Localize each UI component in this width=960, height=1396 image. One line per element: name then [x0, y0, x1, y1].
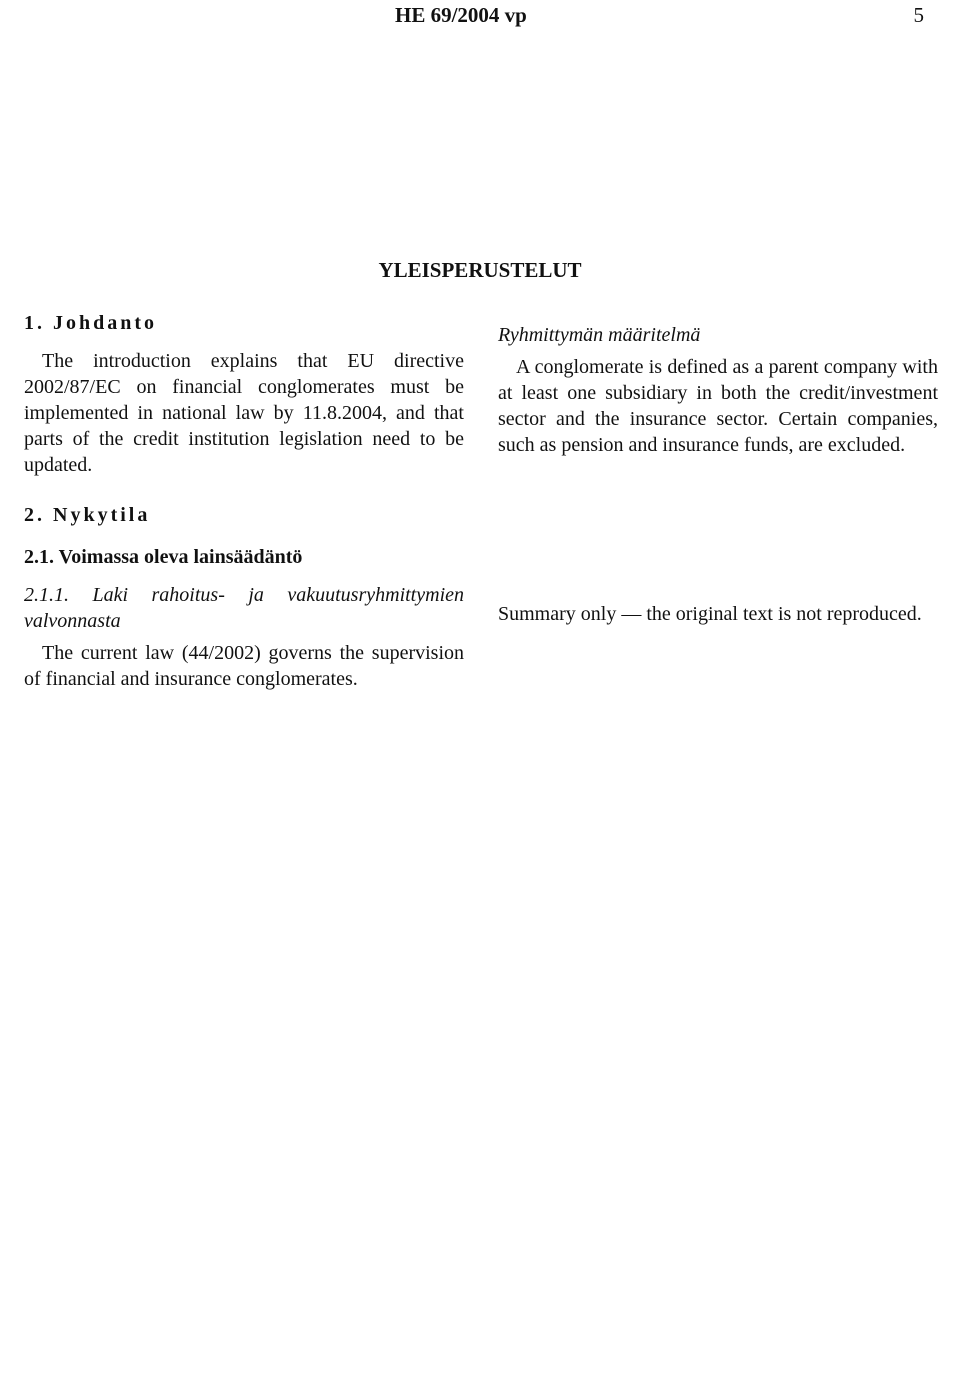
- definition-summary: A conglomerate is defined as a parent company with at least one subsidiary in both the credit/investment sector and the insurance sector. Certain companies, such as pension and insurance funds, are excluded.: [498, 356, 938, 456]
- introduction-summary: The introduction explains that EU directive 2002/87/EC on financial conglomerates must be implemented in national law by 11.8.2004, and that parts of the credit institution legislation need to be updated.: [24, 350, 464, 476]
- heading-definition: Ryhmittymän määritelmä: [498, 324, 701, 346]
- heading-current-state: 2. Nykytila: [24, 504, 151, 526]
- document-id: HE 69/2004 vp: [395, 3, 527, 27]
- heading-current-law: 2.1. Voimassa oleva lainsäädäntö: [24, 546, 303, 568]
- page-number: 5: [913, 3, 924, 27]
- right-column: [498, 310, 938, 458]
- page-header: [0, 0, 960, 40]
- heading-conglomerate-act: 2.1.1. Laki rahoitus- ja vakuutusryhmittymien valvonnasta: [24, 584, 464, 632]
- left-column: [24, 310, 464, 692]
- section-title: YLEISPERUSTELUT: [378, 258, 582, 282]
- summary-notice: Summary only — the original text is not reproduced.: [498, 603, 922, 625]
- current-law-summary: The current law (44/2002) governs the supervision of financial and insurance conglomerates.: [24, 642, 464, 690]
- heading-introduction: 1. Johdanto: [24, 312, 158, 334]
